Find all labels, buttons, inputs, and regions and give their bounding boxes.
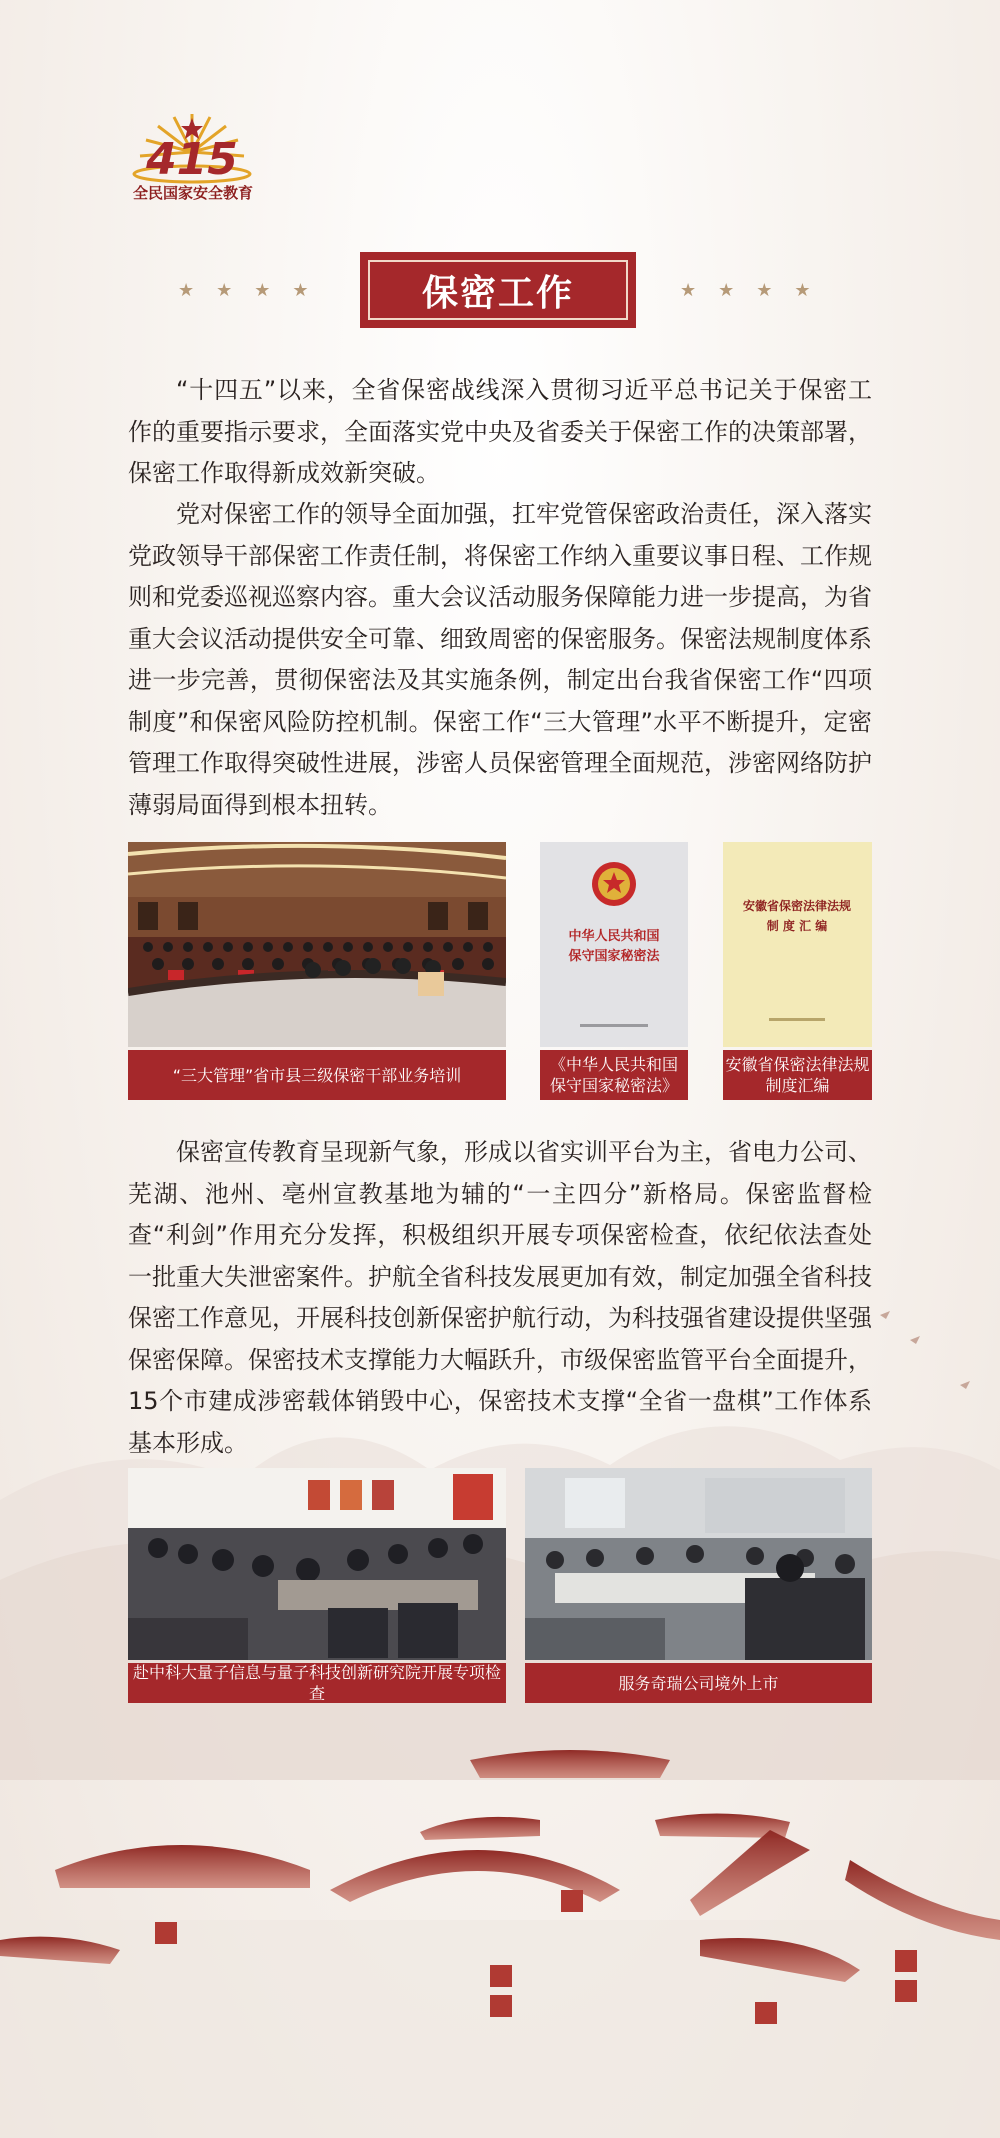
inspection-photo — [128, 1468, 506, 1660]
paragraph-progress-text: 保密宣传教育呈现新气象，形成以省实训平台为主，省电力公司、芜湖、池州、亳州宣教基地为辅的“一主四分”新格局。保密监督检查“利剑”作用充分发挥，积极组织开展专项保密检查，依纪依法查处一批重大失泄密案件。护航全省科技发展更加有效，制定加强全省科技保密工作意见，开展科技创新保密护航行动，为科技强省建设提供坚强保密保障。保密技术支撑能力大幅跃升，市级保密监管平台全面提升，15个市建成涉密载体销毁中心，保密技术支撑“全省一盘棋”工作体系基本形成。 — [128, 1138, 872, 1457]
paragraph-leadership-text: 党对保密工作的领导全面加强，扛牢党管保密政治责任，深入落实党政领导干部保密工作责任制，将保密工作纳入重要议事日程、工作规则和党委巡视巡察内容。重大会议活动服务保障能力进一步提高，为省重大会议活动提供安全可靠、细致周密的保密服务。保密法规制度体系进一步完善，贯彻保密法及其实施条例，制定出台我省保密工作“四项制度”和保密风险防控机制。保密工作“三大管理”水平不断提升，定密管理工作取得突破性进展，涉密人员保密管理全面规范，涉密网络防护薄弱局面得到根本扭转。 — [128, 500, 872, 819]
logo-caption: 全民国家安全教育 — [132, 184, 253, 202]
caption-inspection: 赴中科大量子信息与量子科技创新研究院开展专项检查 — [128, 1663, 506, 1703]
birds-decor — [880, 1311, 970, 1389]
caption-chery: 服务奇瑞公司境外上市 — [525, 1663, 872, 1703]
caption-law-line1: 《中华人民共和国 — [549, 1055, 678, 1074]
caption-rules-line1: 安徽省保密法律法规 — [725, 1055, 870, 1074]
rules-book-title-line1: 安徽省保密法律法规 — [742, 899, 852, 913]
caption-law-line2: 保守国家秘密法》 — [549, 1076, 678, 1095]
stars-decor-left: ★★★★ — [178, 280, 331, 301]
rules-book-title-line2: 制 度 汇 编 — [766, 919, 828, 933]
paragraph-intro — [128, 370, 872, 495]
section-title: 保密工作 — [421, 272, 574, 314]
logo-number: 415 — [146, 134, 238, 185]
law-book-title-line1: 中华人民共和国 — [568, 929, 660, 944]
chery-meeting-photo — [525, 1468, 872, 1660]
law-book-title-line2: 保守国家秘密法 — [568, 949, 660, 964]
paragraph-progress — [128, 1132, 872, 1464]
roof-silhouette-decor — [0, 1740, 1000, 2138]
caption-rules-book — [723, 1050, 872, 1100]
section-title-box — [360, 252, 636, 328]
paragraph-leadership — [128, 494, 872, 826]
caption-law-book — [540, 1050, 688, 1100]
caption-training: “三大管理”省市县三级保密干部业务培训 — [128, 1050, 506, 1100]
law-book-photo — [540, 842, 688, 1047]
training-photo — [128, 842, 506, 1047]
caption-rules-line2: 制度汇编 — [765, 1076, 830, 1095]
rules-book-photo — [723, 842, 872, 1047]
paragraph-intro-text: “十四五”以来，全省保密战线深入贯彻习近平总书记关于保密工作的重要指示要求，全面落实党中央及省委关于保密工作的决策部署，保密工作取得新成效新突破。 — [128, 376, 872, 487]
stars-decor-right: ★★★★ — [680, 280, 833, 301]
